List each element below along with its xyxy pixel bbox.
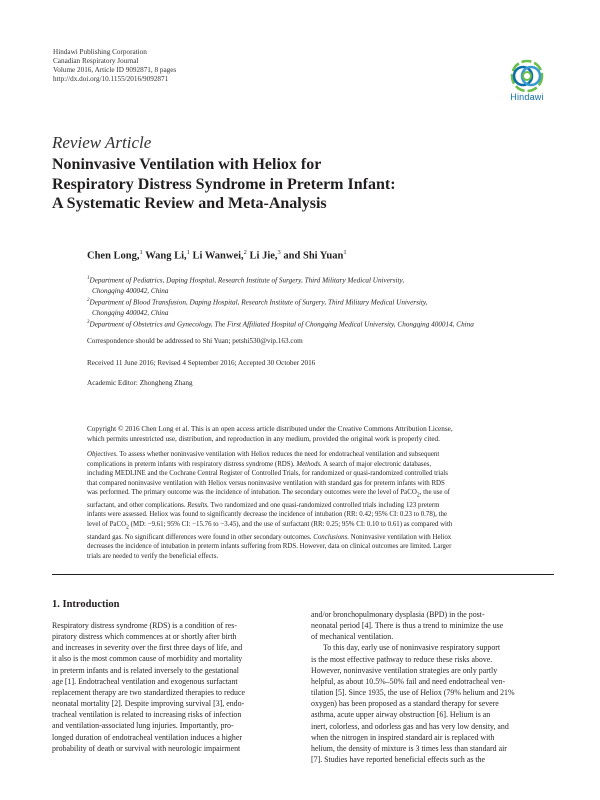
abstract-line: including MEDLINE and the Cochrane Central Register of Controlled Trials, for randomized or quasi-randomized controlled trials <box>87 470 448 477</box>
abstract-line: complications in preterm infants with respiratory distress syndrome (RDS). Methods. A search of major electronic databases, <box>87 460 432 468</box>
author-affil-sup: 1 <box>139 249 143 256</box>
doi-link[interactable]: http://dx.doi.org/10.1155/2016/9092871 <box>53 75 169 83</box>
section-heading-introduction: 1. Introduction <box>52 599 120 610</box>
author-affil-sup: 3 <box>277 249 281 256</box>
body-line: is the most effective pathway to reduce these risks above. <box>311 654 493 664</box>
article-title <box>52 155 552 214</box>
affiliation-line: Chongqing 400042, China <box>92 309 169 317</box>
author-affil-sup: 1 <box>343 249 347 256</box>
author-name: Wang Li, <box>145 250 187 262</box>
body-line: of mechanical ventilation. <box>311 632 394 642</box>
copyright-line: which permits unrestricted use, distribution, and reproduction in any medium, provided the original work is properly cited. <box>87 435 440 443</box>
affiliation-line: $^3$Department of Obstetrics and Gynecology, The First Affiliated Hospital of Chongqing Medical University, Chongqing 400014, China <box>87 320 474 329</box>
abstract-line: infants were assessed. Heliox was found to significantly decrease the incidence of intubation (RR: 0.42; 95% CI: 0.23 to 0.78), the <box>87 511 447 519</box>
body-line: asthma, acute upper airway obstruction [6]. Helium is an <box>311 710 491 720</box>
abstract-label-objectives: Objectives. <box>87 451 118 458</box>
body-column-right <box>311 609 554 765</box>
author-name: Chen Long, <box>87 250 140 262</box>
abstract-line: level of PaCO$_2$ (MD: −9.61; 95% CI: −15.76 to −3.45), and the use of surfactant (RR: 0.25; 95% CI: 0.10 to 0.61) as compared with <box>87 520 453 531</box>
body-line: [7]. Studies have reported beneficial effects such as the <box>311 755 486 765</box>
affiliation-line: $^2$Department of Blood Transfusion, Daping Hospital, Research Institute of Surgery, Third Military Medical University, <box>87 298 428 307</box>
abstract-label-results: Results. <box>187 501 209 509</box>
body-line: piratory distress which commences at or shortly after birth <box>52 632 237 642</box>
body-line: probability of death or survival with neurologic impairment <box>52 743 241 753</box>
author-affil-sup: 2 <box>243 249 247 256</box>
author-list <box>87 249 347 262</box>
body-line: oxygen) has been proposed as a standard therapy for severe <box>311 699 499 709</box>
body-line: helium, the density of mixture is 3 times less than standard air <box>311 743 507 753</box>
author-affil-sup: 1 <box>186 249 190 256</box>
publisher-name: Hindawi Publishing Corporation <box>53 48 147 56</box>
body-line: and ventilation-associated lung injuries. Importantly, pro- <box>52 721 234 731</box>
abstract-line: that compared noninvasive ventilation with Heliox versus noninvasive ventilation with standard gas for preterm infants with RDS <box>87 479 445 487</box>
section-divider <box>52 574 554 575</box>
abstract-label-methods: Methods. <box>296 460 322 468</box>
body-line: neonatal mortality [2]. Despite improving survival [3], endo- <box>52 699 245 709</box>
body-line: it also is the most common cause of morbidity and mortality <box>52 654 243 664</box>
body-column-left <box>52 620 292 754</box>
author-name: Li Wanwei, <box>192 250 244 262</box>
abstract-line: surfactant, and other complications. Results. Two randomized and one quasi-randomized controlled trials including 123 preterm <box>87 501 440 509</box>
abstract <box>87 450 553 561</box>
body-line: in preterm infants and is related inversely to the gestational <box>52 665 239 675</box>
title-line: A Systematic Review and Meta-Analysis <box>52 195 327 213</box>
body-line: However, noninvasive ventilation strategies are only partly <box>311 665 498 675</box>
copyright-notice <box>87 424 553 444</box>
body-line: tilation [5]. Since 1935, the use of Heliox (79% helium and 21% <box>311 688 515 698</box>
body-line: and increases in severity over the first three days of life, and <box>52 643 243 653</box>
body-line: longed duration of endotracheal ventilation induces a higher <box>52 732 242 742</box>
correspondence: Correspondence should be addressed to Shi Yuan; petshi530@vip.163.com <box>87 337 303 345</box>
received-dates: Received 11 June 2016; Revised 4 September 2016; Accepted 30 October 2016 <box>87 359 316 367</box>
body-line: To this day, early use of noninvasive respiratory support <box>323 643 501 653</box>
article-type: Review Article <box>52 133 152 152</box>
body-line: Respiratory distress syndrome (RDS) is a condition of res- <box>52 621 237 630</box>
affiliations <box>87 274 557 330</box>
abstract-line: standard gas. No significant differences were found in other secondary outcomes. Conclusions. Noninvasive ventilation with Heliox <box>87 533 452 541</box>
journal-masthead <box>53 48 176 84</box>
abstract-line: trials are needed to verify the beneficial effects. <box>87 552 219 560</box>
body-line: replacement therapy are two standardized therapies to reduce <box>52 687 246 697</box>
hindawi-logo-text: Hindawi <box>510 92 544 102</box>
body-line: tracheal ventilation is related to increasing risks of infection <box>52 710 242 720</box>
affiliation-line: $^1$Department of Pediatrics, Daping Hospital, Research Institute of Surgery, Third Military Medical University, <box>87 276 405 285</box>
abstract-line: was performed. The primary outcome was the incidence of intubation. The secondary outcomes were the level of PaCO$_2$, the use of <box>87 489 450 499</box>
author-name: and Shi Yuan <box>283 250 344 262</box>
copyright-line: Copyright © 2016 Chen Long et al. This is an open access article distributed under the Creative Commons Attribution License, <box>87 425 453 433</box>
body-line: when the nitrogen in inspired standard air is replaced with <box>311 732 495 742</box>
abstract-label-conclusions: Conclusions. <box>313 533 350 541</box>
affiliation-line: Chongqing 400042, China <box>92 286 169 295</box>
abstract-line: decreases the incidence of intubation in preterm infants suffering from RDS. However, data on clinical outcomes are limited. Larger <box>87 543 452 551</box>
abstract-line: Objectives. To assess whether noninvasive ventilation with Heliox reduces the need for endotracheal ventilation and subsequent <box>87 451 440 458</box>
body-line: and/or bronchopulmonary dysplasia (BPD) in the post- <box>311 610 485 619</box>
body-line: age [1]. Endotracheal ventilation and exogenous surfactant <box>52 676 238 686</box>
journal-name: Canadian Respiratory Journal <box>53 57 139 65</box>
body-line: neonatal period [4]. There is thus a trend to minimize the use <box>311 621 504 631</box>
body-line: inert, colorless, and odorless gas and has very low density, and <box>311 721 509 731</box>
title-line: Noninvasive Ventilation with Heliox for <box>52 156 322 173</box>
title-line: Respiratory Distress Syndrome in Preterm Infant: <box>52 175 396 193</box>
academic-editor: Academic Editor: Zhongheng Zhang <box>87 379 193 387</box>
author-name: Li Jie, <box>249 250 278 262</box>
volume-info: Volume 2016, Article ID 9092871, 8 pages <box>53 66 177 74</box>
body-line: helpful, as about 10.5%–50% fail and need endotracheal ven- <box>311 676 506 686</box>
